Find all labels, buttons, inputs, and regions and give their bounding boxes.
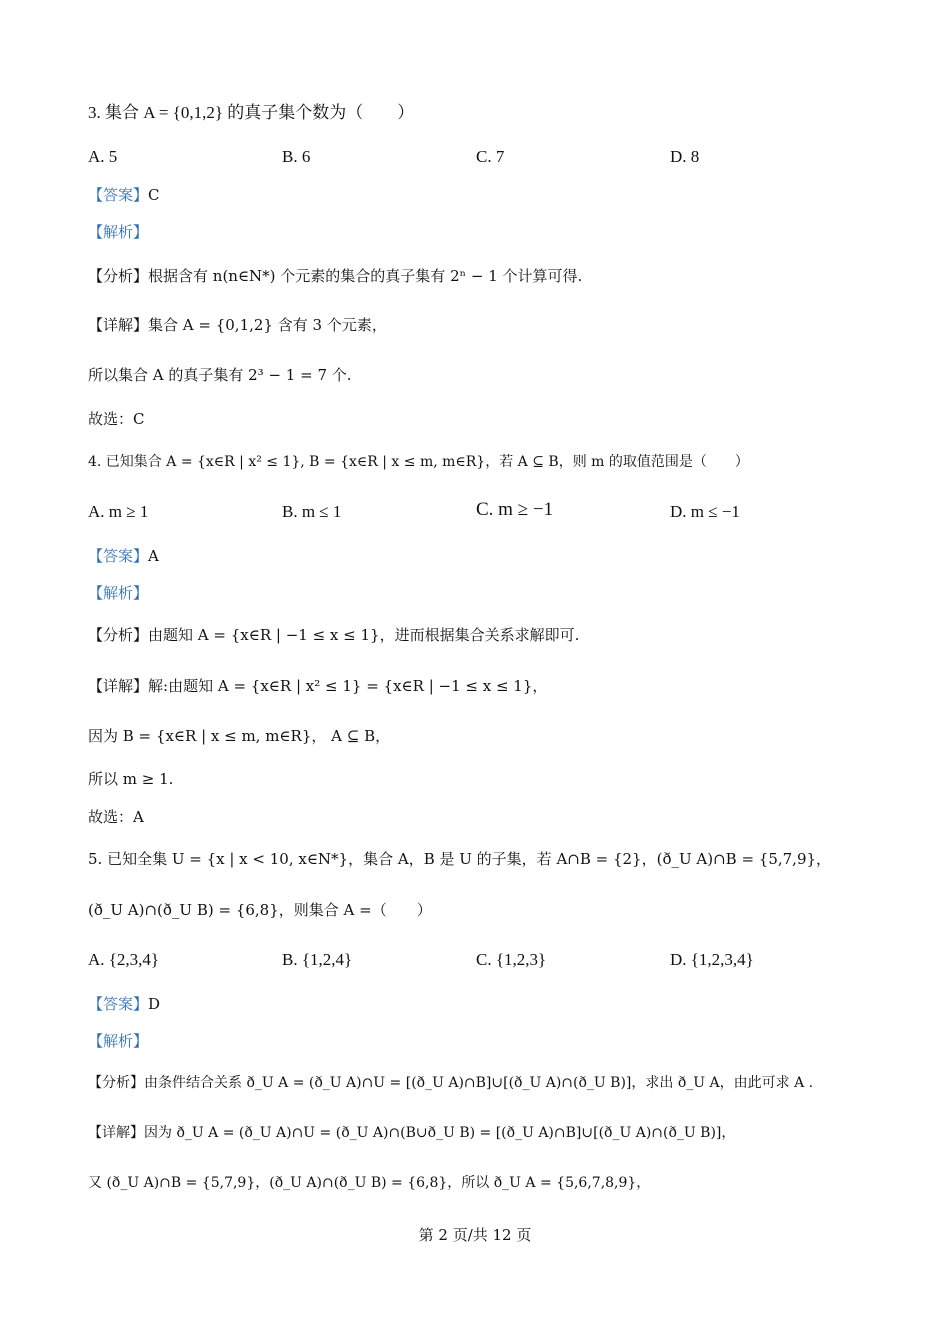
q4-option-a: A. m ≥ 1 bbox=[88, 502, 149, 521]
q5-xiangjie-line bbox=[88, 1122, 735, 1144]
q5-stem-line1: 5. 已知全集 U = {x | x < 10, x∈N*}，集合 A，B 是 U 的子集，若 A∩B = {2}，(ð_U A)∩B = {5,7,9}， bbox=[88, 850, 832, 868]
q3-answer: C bbox=[148, 186, 160, 204]
fenxi-tag: 【分析】 bbox=[88, 267, 149, 285]
xiangjie-tag: 【详解】 bbox=[88, 316, 149, 334]
q5-fenxi: 由条件结合关系 ð_U A = (ð_U A)∩U = [(ð_U A)∩B]∪[(ð_U A)∩(ð_U B)]，求出 ð_U A，由此可求 A . bbox=[144, 1075, 814, 1091]
q3-option-d: D. 8 bbox=[670, 147, 700, 166]
answer-tag: 【答案】 bbox=[88, 995, 149, 1013]
q5-answer-line bbox=[88, 993, 160, 1015]
q4-stem: 4. 已知集合 A = {x∈R | x² ≤ 1}, B = {x∈R | x ≤ m, m∈R}，若 A ⊆ B，则 m 的取值范围是（ ） bbox=[88, 454, 749, 470]
q5-option-d: D. {1,2,3,4} bbox=[670, 950, 754, 969]
q3-option-a: A. 5 bbox=[88, 147, 118, 166]
xiangjie-tag: 【详解】 bbox=[88, 677, 149, 695]
q3-jiexi-line bbox=[88, 221, 148, 243]
q4-option-b: B. m ≤ 1 bbox=[282, 502, 342, 521]
q4-option-c: C. m ≥ −1 bbox=[476, 499, 554, 520]
answer-tag: 【答案】 bbox=[88, 186, 149, 204]
q5-xiangjie: 因为 ð_U A = (ð_U A)∩U = (ð_U A)∩(B∪ð_U B) = [(ð_U A)∩B]∪[(ð_U A)∩(ð_U B)]， bbox=[144, 1125, 736, 1141]
page-footer: 第 2 页/共 12 页 bbox=[418, 1226, 532, 1244]
q4-answer: A bbox=[148, 547, 159, 565]
q4-fenxi: 由题知 A = {x∈R | −1 ≤ x ≤ 1}，进而根据集合关系求解即可. bbox=[148, 626, 580, 644]
fenxi-tag: 【分析】 bbox=[88, 1075, 144, 1091]
q3-xiangjie-line bbox=[88, 314, 387, 336]
q3-stem: 3. 集合 A = {0,1,2} 的真子集个数为（ ） bbox=[88, 103, 415, 122]
q5-fenxi-line bbox=[88, 1072, 813, 1094]
q3-fenxi-line bbox=[88, 265, 582, 287]
q3-line2: 所以集合 A 的真子集有 2³ − 1 = 7 个. bbox=[88, 366, 352, 384]
q3-fenxi: 根据含有 n(n∈N*) 个元素的集合的真子集有 2ⁿ − 1 个计算可得. bbox=[148, 267, 583, 285]
q4-line2: 因为 B = {x∈R | x ≤ m, m∈R}， A ⊆ B， bbox=[88, 727, 391, 745]
jiexi-tag: 【解析】 bbox=[88, 1032, 149, 1050]
q3-option-c: C. 7 bbox=[476, 147, 505, 166]
q3-conclusion: 故选：C bbox=[88, 410, 145, 428]
q3-xiangjie: 集合 A = {0,1,2} 含有 3 个元素， bbox=[148, 316, 387, 334]
q5-jiexi-line bbox=[88, 1030, 148, 1052]
q3-option-b: B. 6 bbox=[282, 147, 311, 166]
q5-option-c: C. {1,2,3} bbox=[476, 950, 547, 969]
q4-xiangjie: 解:由题知 A = {x∈R | x² ≤ 1} = {x∈R | −1 ≤ x ≤ 1}， bbox=[148, 677, 548, 695]
jiexi-tag: 【解析】 bbox=[88, 584, 149, 602]
q4-option-d: D. m ≤ −1 bbox=[670, 502, 740, 521]
q3-answer-line bbox=[88, 184, 160, 206]
q5-answer: D bbox=[148, 995, 161, 1013]
xiangjie-tag: 【详解】 bbox=[88, 1125, 144, 1141]
jiexi-tag: 【解析】 bbox=[88, 223, 149, 241]
fenxi-tag: 【分析】 bbox=[88, 626, 149, 644]
q4-conclusion: 故选：A bbox=[88, 808, 144, 826]
answer-tag: 【答案】 bbox=[88, 547, 149, 565]
q4-fenxi-line bbox=[88, 624, 579, 646]
q5-line2: 又 (ð_U A)∩B = {5,7,9}，(ð_U A)∩(ð_U B) = {6,8}，所以 ð_U A = {5,6,7,8,9}， bbox=[88, 1175, 651, 1191]
q4-jiexi-line bbox=[88, 582, 148, 604]
q4-line3: 所以 m ≥ 1. bbox=[88, 770, 174, 788]
q4-answer-line bbox=[88, 545, 159, 567]
q5-option-a: A. {2,3,4} bbox=[88, 950, 160, 969]
q5-option-b: B. {1,2,4} bbox=[282, 950, 353, 969]
q4-xiangjie-line bbox=[88, 675, 547, 697]
q5-stem-line2: (ð_U A)∩(ð_U B) = {6,8}，则集合 A =（ ） bbox=[88, 901, 432, 919]
